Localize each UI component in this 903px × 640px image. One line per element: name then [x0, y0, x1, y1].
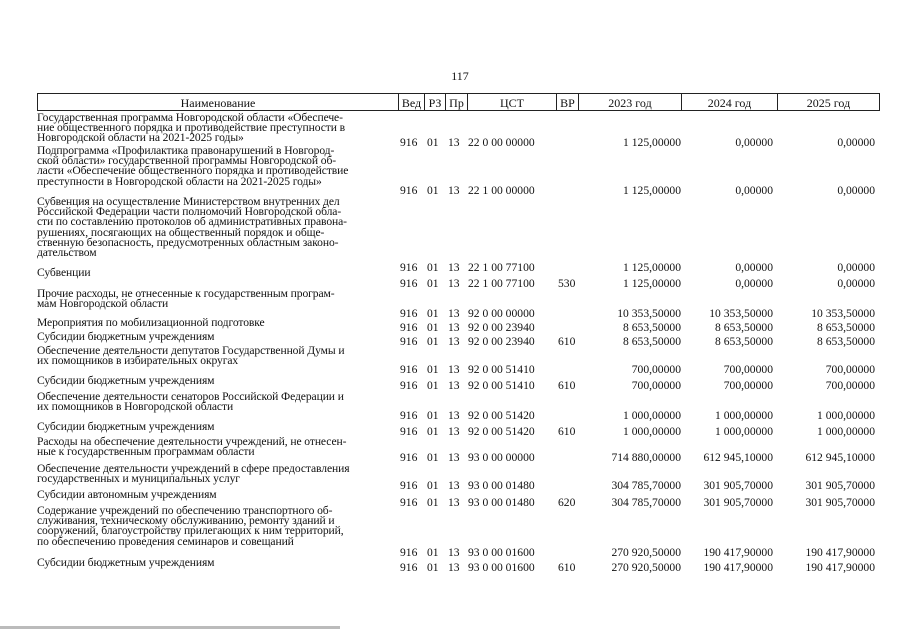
cell-cst: 92 0 00 51420: [468, 409, 535, 422]
cell-y2023: 8 653,50000: [623, 335, 681, 348]
cell-y2025: 700,00000: [825, 363, 875, 376]
cell-vr: 610: [558, 335, 576, 348]
cell-pr: 13: [448, 261, 460, 274]
cell-y2023: 714 880,00000: [611, 451, 681, 464]
row-name: Субсидии бюджетным учреждениям: [37, 374, 215, 387]
row-name: Субсидии автономным учреждениям: [37, 488, 217, 501]
cell-y2023: 1 125,00000: [623, 184, 681, 197]
cell-y2025: 8 653,50000: [817, 321, 875, 334]
cell-y2025: 700,00000: [825, 379, 875, 392]
cell-ved: 916: [400, 451, 418, 464]
cell-rz: 01: [427, 261, 439, 274]
cell-pr: 13: [448, 561, 460, 574]
cell-cst: 93 0 00 01480: [468, 496, 535, 509]
cell-cst: 93 0 00 01600: [468, 546, 535, 559]
header-rz: РЗ: [425, 93, 446, 111]
row-name: Обеспечение деятельности учреждений в сфере предоставления государственных и муниципальных услуг: [37, 462, 350, 486]
row-name: Субвенции: [37, 266, 91, 279]
cell-y2023: 700,00000: [631, 363, 681, 376]
cell-ved: 916: [400, 184, 418, 197]
cell-y2023: 304 785,70000: [611, 496, 681, 509]
cell-y2024: 612 945,10000: [703, 451, 773, 464]
cell-pr: 13: [448, 307, 460, 320]
cell-y2024: 190 417,90000: [703, 546, 773, 559]
cell-y2023: 8 653,50000: [623, 321, 681, 334]
cell-y2024: 301 905,70000: [703, 496, 773, 509]
page-number: 117: [451, 69, 469, 83]
cell-y2024: 10 353,50000: [709, 307, 773, 320]
cell-rz: 01: [427, 561, 439, 574]
cell-y2025: 0,00000: [837, 136, 875, 149]
cell-ved: 916: [400, 496, 418, 509]
cell-y2024: 0,00000: [735, 136, 773, 149]
cell-y2024: 0,00000: [735, 184, 773, 197]
cell-cst: 92 0 00 00000: [468, 307, 535, 320]
cell-pr: 13: [448, 425, 460, 438]
row-name: Расходы на обеспечение деятельности учреждений, не отнесен- ные к государственным программам области: [37, 435, 347, 459]
cell-vr: 610: [558, 379, 576, 392]
cell-y2023: 10 353,50000: [617, 307, 681, 320]
cell-cst: 93 0 00 01480: [468, 479, 535, 492]
cell-vr: 610: [558, 561, 576, 574]
cell-ved: 916: [400, 363, 418, 376]
row-name: Субсидии бюджетным учреждениям: [37, 420, 215, 433]
cell-y2023: 270 920,50000: [611, 546, 681, 559]
cell-y2025: 190 417,90000: [805, 561, 875, 574]
cell-rz: 01: [427, 479, 439, 492]
cell-pr: 13: [448, 379, 460, 392]
row-name: Подпрограмма «Профилактика правонарушений в Новгород- ской области» государственной программы Новгородской об- ласти «Обеспечение общественного порядка и противодействие преступности в Новгородской области на 2021-2025 годы»: [37, 144, 349, 188]
cell-ved: 916: [400, 277, 418, 290]
cell-y2023: 1 000,00000: [623, 409, 681, 422]
cell-cst: 93 0 00 00000: [468, 451, 535, 464]
cell-y2025: 0,00000: [837, 277, 875, 290]
cell-pr: 13: [448, 409, 460, 422]
cell-y2025: 301 905,70000: [805, 496, 875, 509]
scan-edge-divider: [0, 626, 340, 629]
row-name: Прочие расходы, не отнесенные к государственным програм- мам Новгородской области: [37, 287, 335, 311]
cell-y2024: 0,00000: [735, 277, 773, 290]
cell-rz: 01: [427, 363, 439, 376]
cell-rz: 01: [427, 425, 439, 438]
cell-rz: 01: [427, 136, 439, 149]
cell-pr: 13: [448, 277, 460, 290]
row-name: Мероприятия по мобилизационной подготовке: [37, 316, 265, 329]
cell-rz: 01: [427, 307, 439, 320]
row-name: Государственная программа Новгородской области «Обеспече- ние общественного порядка и противодействие преступности в Новгородской области на 2021-2025 годы»: [37, 111, 346, 145]
cell-y2024: 700,00000: [723, 363, 773, 376]
row-name: Субсидии бюджетным учреждениям: [37, 556, 215, 569]
header-2025: 2025 год: [778, 93, 880, 111]
cell-y2025: 1 000,00000: [817, 425, 875, 438]
cell-pr: 13: [448, 479, 460, 492]
cell-y2025: 1 000,00000: [817, 409, 875, 422]
row-name: Субсидии бюджетным учреждениям: [37, 330, 215, 343]
cell-rz: 01: [427, 546, 439, 559]
row-name: Содержание учреждений по обеспечению транспортного об- служивания, техническому обслуживанию, ремонту зданий и сооружений, благоустройству прилегающих к ним территорий, по обеспечению проведения семинаров и совещаний: [37, 504, 344, 548]
cell-y2024: 8 653,50000: [715, 335, 773, 348]
cell-y2023: 700,00000: [631, 379, 681, 392]
cell-cst: 93 0 00 01600: [468, 561, 535, 574]
cell-cst: 92 0 00 51410: [468, 379, 535, 392]
cell-y2024: 1 000,00000: [715, 425, 773, 438]
header-2023: 2023 год: [579, 93, 682, 111]
cell-cst: 92 0 00 51420: [468, 425, 535, 438]
header-name: Наименование: [37, 93, 399, 111]
cell-pr: 13: [448, 363, 460, 376]
cell-ved: 916: [400, 321, 418, 334]
cell-ved: 916: [400, 561, 418, 574]
cell-y2025: 612 945,10000: [805, 451, 875, 464]
cell-y2023: 1 125,00000: [623, 136, 681, 149]
cell-pr: 13: [448, 451, 460, 464]
header-vr: ВР: [557, 93, 579, 111]
cell-y2024: 700,00000: [723, 379, 773, 392]
header-pr: Пр: [446, 93, 468, 111]
cell-pr: 13: [448, 136, 460, 149]
row-name: Субвенция на осуществление Министерством внутренних дел Российской Федерации части полномочий Новгородской обла- сти по составлению протоколов об административных правона- рушениях, посягающих на общественный порядок и обще- ственную безопасность, предусмотренных областным законо- дательством: [37, 195, 347, 260]
cell-pr: 13: [448, 321, 460, 334]
cell-ved: 916: [400, 261, 418, 274]
header-2024: 2024 год: [682, 93, 778, 111]
cell-rz: 01: [427, 335, 439, 348]
cell-y2025: 8 653,50000: [817, 335, 875, 348]
cell-y2024: 1 000,00000: [715, 409, 773, 422]
header-cst: ЦСТ: [468, 93, 557, 111]
cell-pr: 13: [448, 184, 460, 197]
cell-vr: 610: [558, 425, 576, 438]
cell-y2023: 270 920,50000: [611, 561, 681, 574]
cell-cst: 22 0 00 00000: [468, 136, 535, 149]
cell-ved: 916: [400, 379, 418, 392]
cell-pr: 13: [448, 496, 460, 509]
cell-y2024: 301 905,70000: [703, 479, 773, 492]
cell-cst: 22 1 00 00000: [468, 184, 535, 197]
cell-y2024: 190 417,90000: [703, 561, 773, 574]
cell-y2023: 304 785,70000: [611, 479, 681, 492]
row-name: Обеспечение деятельности депутатов Государственной Думы и их помощников в избирательных округах: [37, 344, 345, 368]
cell-ved: 916: [400, 425, 418, 438]
cell-ved: 916: [400, 546, 418, 559]
cell-rz: 01: [427, 277, 439, 290]
cell-vr: 530: [558, 277, 576, 290]
cell-y2024: 0,00000: [735, 261, 773, 274]
cell-pr: 13: [448, 546, 460, 559]
cell-cst: 22 1 00 77100: [468, 277, 535, 290]
cell-rz: 01: [427, 496, 439, 509]
cell-ved: 916: [400, 335, 418, 348]
cell-ved: 916: [400, 307, 418, 320]
row-name: Обеспечение деятельности сенаторов Российской Федерации и их помощников в Новгородской области: [37, 390, 344, 414]
cell-y2025: 301 905,70000: [805, 479, 875, 492]
cell-y2023: 1 125,00000: [623, 261, 681, 274]
cell-cst: 92 0 00 51410: [468, 363, 535, 376]
cell-cst: 92 0 00 23940: [468, 335, 535, 348]
cell-y2025: 0,00000: [837, 184, 875, 197]
cell-ved: 916: [400, 479, 418, 492]
cell-rz: 01: [427, 409, 439, 422]
cell-y2023: 1 125,00000: [623, 277, 681, 290]
cell-rz: 01: [427, 451, 439, 464]
cell-rz: 01: [427, 379, 439, 392]
table-header: [37, 93, 880, 113]
cell-y2025: 10 353,50000: [811, 307, 875, 320]
header-ved: Вед: [399, 93, 425, 111]
cell-vr: 620: [558, 496, 576, 509]
cell-cst: 92 0 00 23940: [468, 321, 535, 334]
cell-y2025: 0,00000: [837, 261, 875, 274]
cell-pr: 13: [448, 335, 460, 348]
cell-y2024: 8 653,50000: [715, 321, 773, 334]
cell-cst: 22 1 00 77100: [468, 261, 535, 274]
cell-y2025: 190 417,90000: [805, 546, 875, 559]
cell-rz: 01: [427, 184, 439, 197]
cell-ved: 916: [400, 409, 418, 422]
cell-rz: 01: [427, 321, 439, 334]
cell-ved: 916: [400, 136, 418, 149]
cell-y2023: 1 000,00000: [623, 425, 681, 438]
